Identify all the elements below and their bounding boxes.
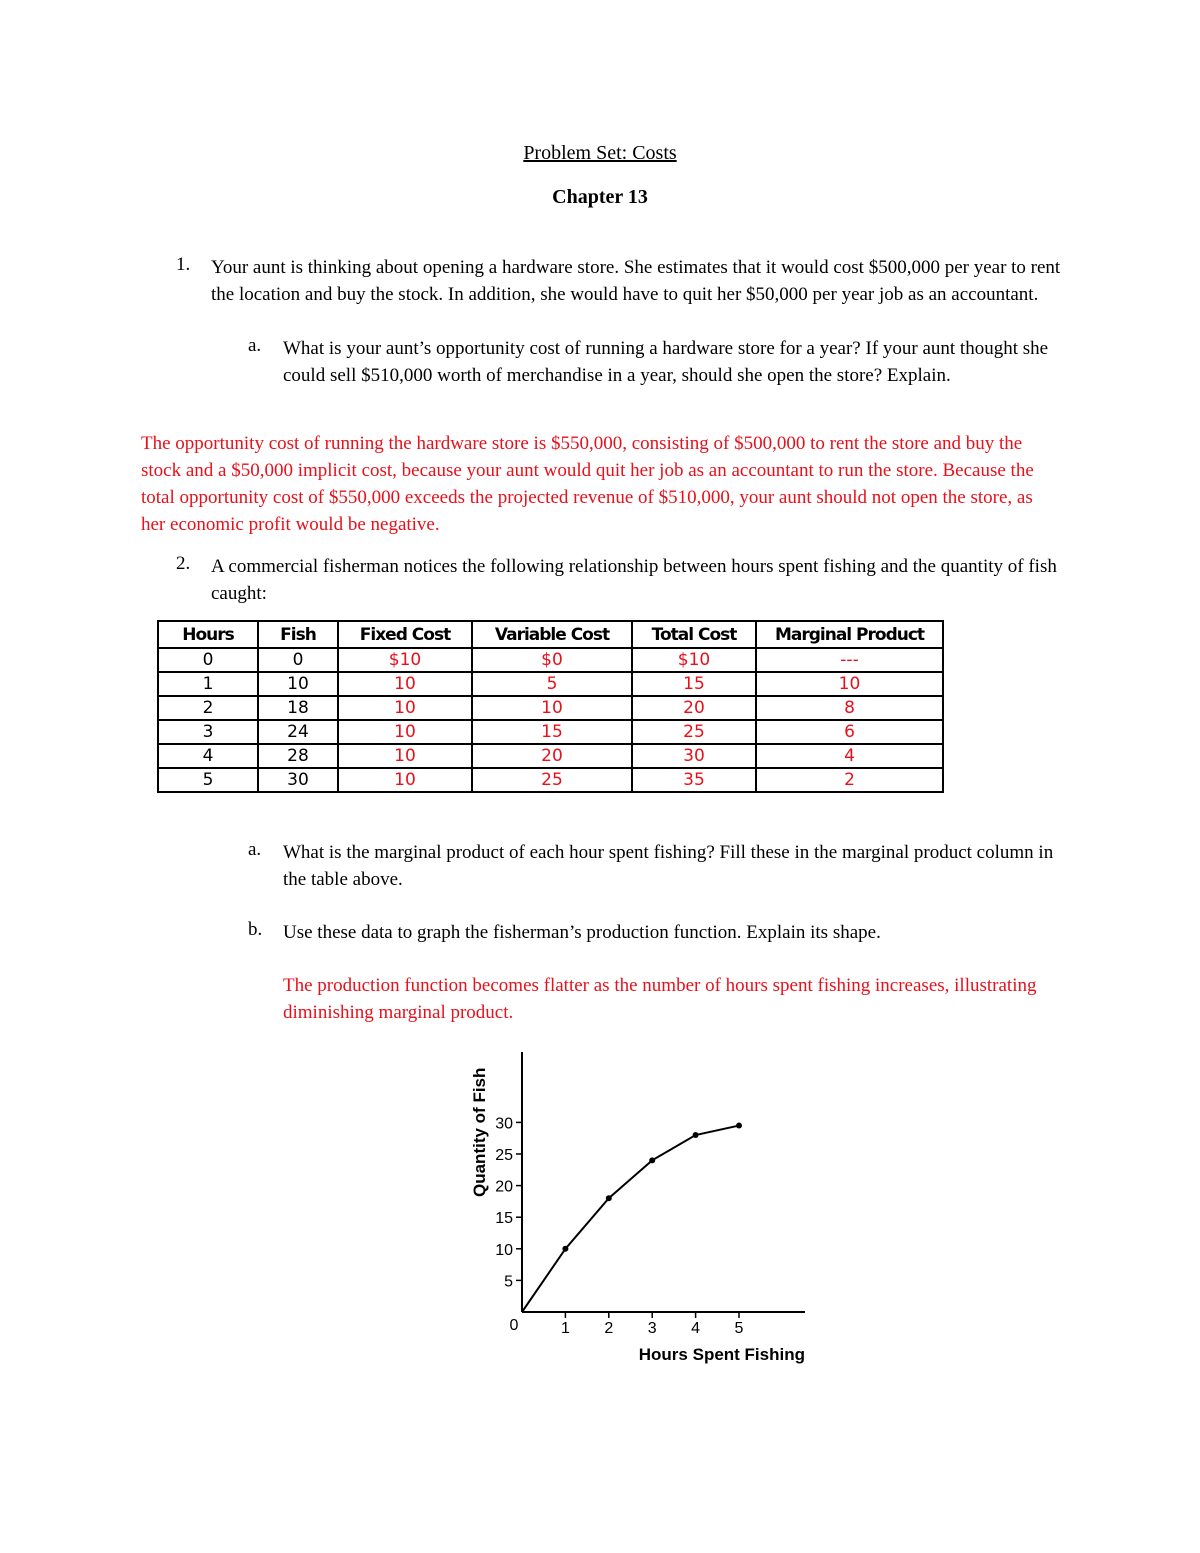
x-tick-label: 1 (560, 1320, 570, 1337)
cell-variable-cost: 25 (472, 768, 632, 792)
cell-fixed-cost: 10 (338, 744, 472, 768)
y-axis-label: Quantity of Fish (470, 1067, 489, 1197)
cell-fish: 24 (258, 720, 338, 744)
question-2b-letter: b. (248, 919, 263, 940)
table-row (158, 696, 943, 720)
x-tick-label: 5 (734, 1320, 744, 1337)
cell-hours: 5 (158, 768, 258, 792)
x-tick-label: 0 (509, 1317, 519, 1334)
production-function-chart (440, 1040, 840, 1380)
cell-total-cost: $10 (632, 648, 756, 672)
cell-variable-cost: 20 (472, 744, 632, 768)
cell-fixed-cost: 10 (338, 720, 472, 744)
header-total-cost: Total Cost (632, 621, 756, 648)
question-1a-text: What is your aunt’s opportunity cost of running a hardware store for a year? If your aunt thought she could sell $510,000 worth of merchandise in a year, should she open the store? Explain. (283, 338, 1049, 386)
cell-variable-cost: 10 (472, 696, 632, 720)
cell-variable-cost: 15 (472, 720, 632, 744)
y-tick-label: 30 (495, 1115, 513, 1133)
cell-hours: 4 (158, 744, 258, 768)
table-row (158, 672, 943, 696)
cell-total-cost: 35 (632, 768, 756, 792)
x-axis-label: Hours Spent Fishing (638, 1345, 805, 1364)
cell-total-cost: 20 (632, 696, 756, 720)
cell-total-cost: 30 (632, 744, 756, 768)
cell-hours: 1 (158, 672, 258, 696)
cell-hours: 2 (158, 696, 258, 720)
data-point (649, 1157, 655, 1163)
cell-fixed-cost: 10 (338, 768, 472, 792)
data-point (562, 1246, 568, 1252)
x-tick-label: 4 (691, 1320, 701, 1337)
page-title: Problem Set: Costs (523, 142, 677, 164)
cell-total-cost: 15 (632, 672, 756, 696)
y-tick-label: 5 (504, 1273, 513, 1291)
question-1a-letter: a. (248, 335, 262, 356)
table-row (158, 720, 943, 744)
y-tick-label: 25 (495, 1147, 513, 1164)
cell-fish: 10 (258, 672, 338, 696)
cell-marginal-product: 6 (756, 720, 943, 744)
y-tick-label: 10 (495, 1241, 513, 1259)
cell-fish: 30 (258, 768, 338, 792)
question-2b-answer: The production function becomes flatter as the number of hours spent fishing increases, illustrating diminishing marginal product. (283, 975, 1037, 1023)
cell-marginal-product: --- (756, 648, 943, 672)
y-tick-label: 20 (495, 1178, 513, 1196)
question-1-number: 1. (176, 254, 191, 275)
cell-fish: 0 (258, 648, 338, 672)
table-row (158, 768, 943, 792)
cell-fish: 28 (258, 744, 338, 768)
question-1-text: Your aunt is thinking about opening a hardware store. She estimates that it would cost $500,000 per year to rent the location and buy the stock. In addition, she would have to quit her $50,000 per year job as an accountant. (211, 257, 1061, 305)
data-point (693, 1132, 699, 1138)
table-header-row (158, 621, 943, 648)
header-marginal-product: Marginal Product (756, 621, 943, 648)
cell-variable-cost: 5 (472, 672, 632, 696)
cell-variable-cost: $0 (472, 648, 632, 672)
question-2b-text: Use these data to graph the fisherman’s production function. Explain its shape. (283, 922, 881, 943)
header-fixed-cost: Fixed Cost (338, 621, 472, 648)
data-point (736, 1123, 742, 1129)
header-fish: Fish (258, 621, 338, 648)
cell-hours: 0 (158, 648, 258, 672)
question-2a-letter: a. (248, 839, 262, 860)
cell-fixed-cost: $10 (338, 648, 472, 672)
chapter-heading: Chapter 13 (552, 186, 648, 208)
production-function-line (522, 1126, 739, 1312)
y-tick-label: 15 (495, 1210, 513, 1228)
question-2-text: A commercial fisherman notices the following relationship between hours spent fishing and the quantity of fish caught: (211, 556, 1057, 604)
data-point (606, 1195, 612, 1201)
question-2a-text: What is the marginal product of each hour spent fishing? Fill these in the marginal product column in the table above. (283, 842, 1054, 890)
cell-marginal-product: 4 (756, 744, 943, 768)
cell-hours: 3 (158, 720, 258, 744)
cell-fixed-cost: 10 (338, 672, 472, 696)
question-2-number: 2. (176, 553, 191, 574)
cell-fish: 18 (258, 696, 338, 720)
cell-total-cost: 25 (632, 720, 756, 744)
table-row (158, 648, 943, 672)
header-variable-cost: Variable Cost (472, 621, 632, 648)
cell-marginal-product: 2 (756, 768, 943, 792)
question-1-answer: The opportunity cost of running the hardware store is $550,000, consisting of $500,000 to rent the store and buy the stock and a $50,000 implicit cost, because your aunt would quit her job as an accountant to run the store. Because the total opportunity cost of $550,000 exceeds the projected revenue of $510,000, your aunt should not open the store, as her economic profit would be negative. (141, 433, 1034, 535)
cell-marginal-product: 8 (756, 696, 943, 720)
header-hours: Hours (158, 621, 258, 648)
fishing-cost-table (157, 620, 944, 793)
table-row (158, 744, 943, 768)
cell-fixed-cost: 10 (338, 696, 472, 720)
cell-marginal-product: 10 (756, 672, 943, 696)
x-tick-label: 2 (604, 1320, 614, 1337)
x-tick-label: 3 (647, 1320, 657, 1337)
